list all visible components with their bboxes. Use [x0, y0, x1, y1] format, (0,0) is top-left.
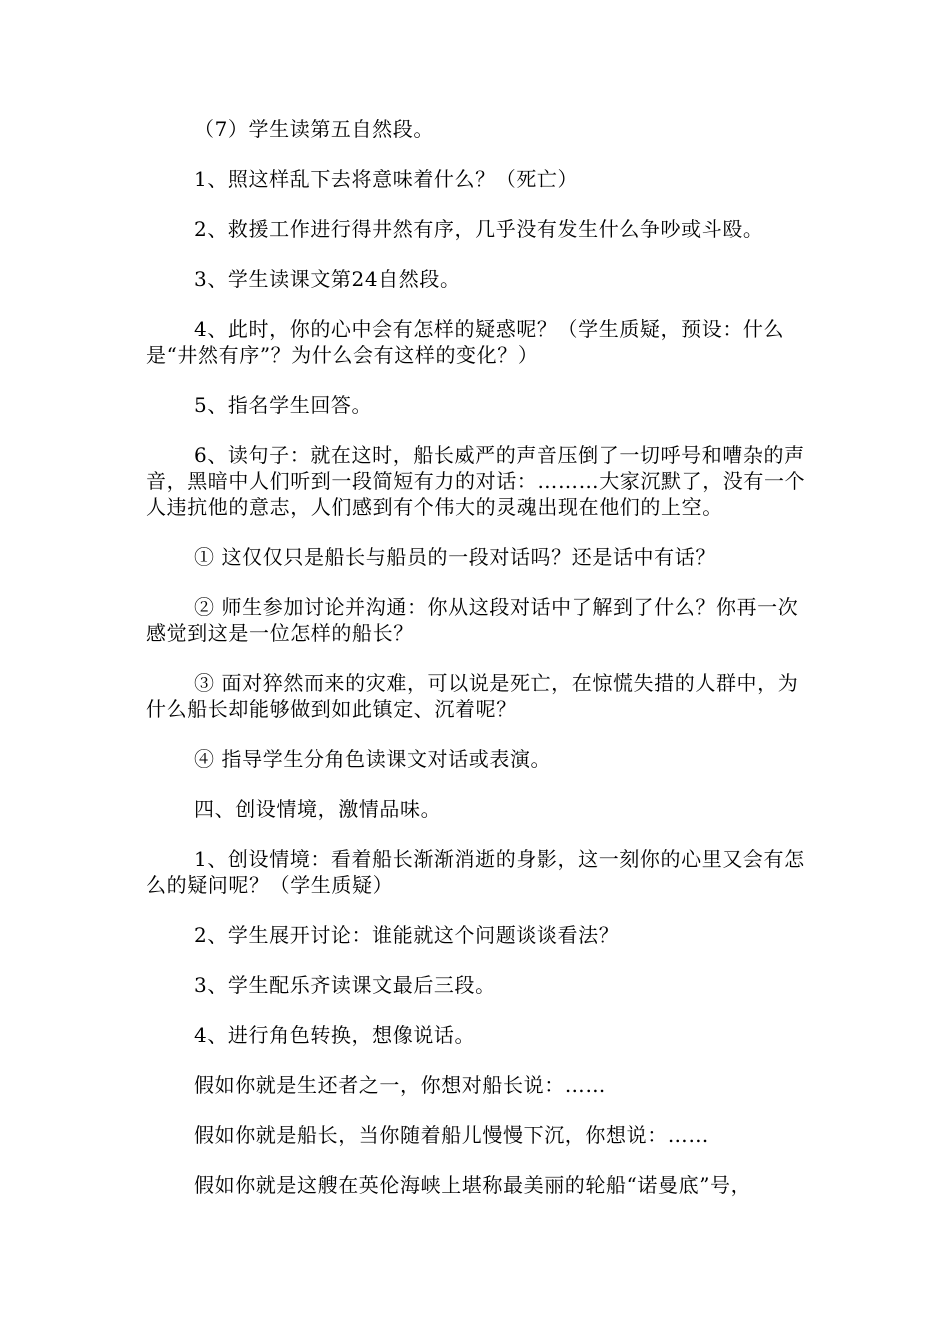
paragraph-imagine-ship: 假如你就是这艘在英伦海峡上堪称最美丽的轮船“诺曼底”号，	[194, 1173, 752, 1197]
paragraph-circled-2: ② 师生参加讨论并沟通：你从这段对话中了解到了什么？你再一次感觉到这是一位怎样的船长？	[146, 595, 799, 645]
paragraph-section4-1: 1、创设情境：看着船长渐渐消逝的身影，这一刻你的心里又会有怎么的疑问呢？（学生质疑）	[146, 847, 805, 897]
document-body	[146, 116, 810, 1222]
section-heading-four: 四、创设情境，激情品味。	[194, 797, 442, 821]
paragraph-question-6: 6、读句子：就在这时，船长威严的声音压倒了一切呼号和嘈杂的声音，黑暗中人们听到一段简短有力的对话：………大家沉默了，没有一个人违抗他的意志，人们感到有个伟大的灵魂出现在他们的上空。	[146, 443, 806, 519]
paragraph-question-1: 1、照这样乱下去将意味着什么？（死亡）	[194, 167, 579, 191]
paragraph-imagine-captain: 假如你就是船长，当你随着船儿慢慢下沉，你想说：……	[194, 1123, 709, 1147]
paragraph-read-fifth: （7）学生读第五自然段。	[194, 117, 434, 141]
paragraph-section4-2: 2、学生展开讨论：谁能就这个问题谈谈看法？	[194, 923, 620, 947]
paragraph-question-2: 2、救援工作进行得井然有序，几乎没有发生什么争吵或斗殴。	[194, 217, 764, 241]
paragraph-question-3: 3、学生读课文第24自然段。	[194, 267, 461, 291]
paragraph-circled-3: ③ 面对猝然而来的灾难，可以说是死亡，在惊慌失措的人群中，为什么船长却能够做到如此镇定、沉着呢？	[146, 671, 799, 721]
paragraph-question-4: 4、此时，你的心中会有怎样的疑惑呢？（学生质疑，预设：什么是“井然有序”？为什么会有这样的变化？）	[146, 317, 785, 367]
paragraph-section4-3: 3、学生配乐齐读课文最后三段。	[194, 973, 496, 997]
paragraph-question-5: 5、指名学生回答。	[194, 393, 373, 417]
paragraph-circled-1: ① 这仅仅只是船长与船员的一段对话吗？还是话中有话？	[194, 545, 716, 569]
paragraph-imagine-survivor: 假如你就是生还者之一，你想对船长说：……	[194, 1073, 606, 1097]
paragraph-circled-4: ④ 指导学生分角色读课文对话或表演。	[194, 747, 552, 771]
paragraph-section4-4: 4、进行角色转换，想像说话。	[194, 1023, 476, 1047]
